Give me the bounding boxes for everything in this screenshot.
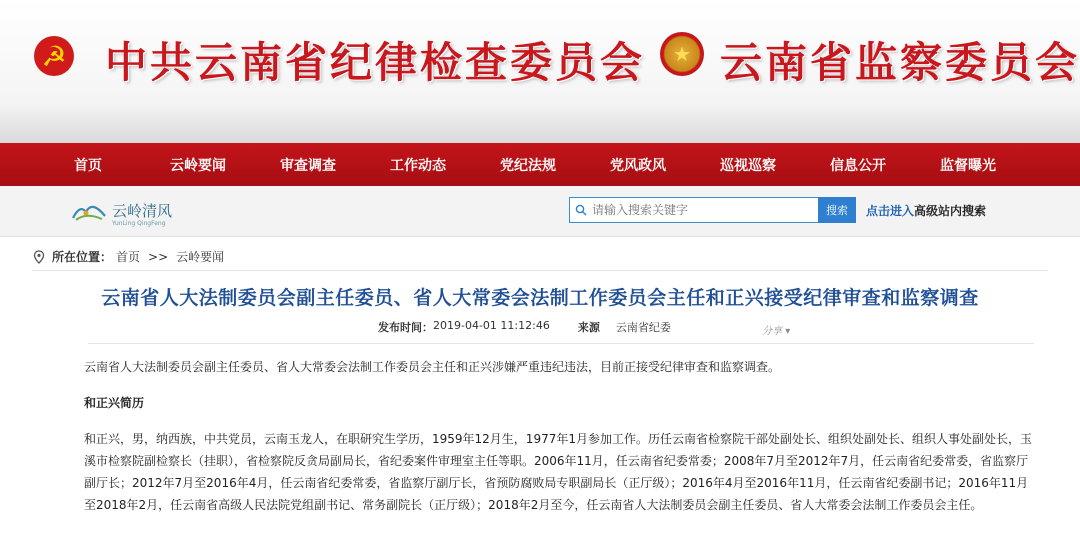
source-value: 云南省纪委 bbox=[615, 321, 671, 334]
search-icon bbox=[570, 204, 592, 216]
share-button[interactable] bbox=[762, 322, 790, 337]
article-title: 云南省人大法制委员会副主任委员、省人大常委会法制工作委员会主任和正兴接受纪律审查和监察调查 bbox=[101, 287, 979, 309]
national-emblem-icon: ★ bbox=[660, 32, 704, 76]
advanced-search bbox=[866, 202, 986, 219]
search-input[interactable] bbox=[592, 199, 812, 221]
advanced-search-link[interactable]: 点击进入 bbox=[866, 204, 915, 218]
divider bbox=[88, 343, 1034, 344]
advanced-search-label: 高级站内搜索 bbox=[914, 204, 987, 218]
divider bbox=[32, 270, 1048, 271]
publish-date: 2019-04-01 11:12:46 bbox=[433, 319, 550, 332]
breadcrumb-label: 所在位置： bbox=[52, 250, 113, 264]
nav-item-exposure[interactable]: 监督曝光 bbox=[940, 157, 996, 174]
site-title-left: 中共云南省纪律检查委员会 bbox=[105, 38, 646, 87]
share-label: 分享 bbox=[762, 326, 782, 337]
search-row bbox=[0, 186, 1080, 237]
location-pin-icon bbox=[32, 250, 46, 264]
breadcrumb-current[interactable]: 云岭要闻 bbox=[176, 250, 225, 264]
site-title-right: 云南省监察委员会 bbox=[720, 38, 1080, 87]
search-box bbox=[569, 197, 819, 223]
nav-item-news[interactable]: 云岭要闻 bbox=[170, 157, 226, 174]
header-banner bbox=[0, 0, 1080, 143]
bio-text: 和正兴，男，纳西族，中共党员，云南玉龙人，在职研究生学历，1959年12月生，1977年1月参加工作。历任云南省检察院干部处副处长、组织处副处长、组织人事处副处长，玉溪市检察院副检察长（挂职），省检察院反贪局副局长，省纪委案件审理室主任等职。2006年11月，任云南省纪委常委；2008年7月至2012年7月，任云南省纪委常委，省监察厅副厅长；2012年7月至2016年4月，任云南省纪委常委，省监察厅副厅长，省预防腐败局专职副局长（正厅级）；2016年4月至2016年11月，任云南省纪委副书记；2016年11月至2018年2月，任云南省高级人民法院党组副书记、常务副院长（正厅级）；2018年2月至今，任云南省人大法制委员会副主任委员、省人大常委会法制工作委员会主任。 bbox=[84, 432, 1032, 512]
logo-text: 云岭清风 bbox=[112, 201, 173, 220]
source-label: 来源 bbox=[577, 321, 600, 334]
search-button[interactable]: 搜索 bbox=[818, 197, 856, 223]
site-logo[interactable] bbox=[72, 198, 173, 227]
mountain-logo-icon bbox=[72, 198, 106, 222]
skyline-decoration bbox=[0, 103, 1080, 143]
main-nav bbox=[0, 143, 1080, 186]
logo-subtext: YunLing QingFeng bbox=[112, 220, 166, 227]
nav-item-work[interactable]: 工作动态 bbox=[390, 157, 446, 174]
breadcrumb-separator: >> bbox=[148, 249, 169, 264]
nav-item-disclosure[interactable]: 信息公开 bbox=[830, 157, 886, 174]
article-lead: 云南省人大法制委员会副主任委员、省人大常委会法制工作委员会主任和正兴涉嫌严重违纪违法，目前正接受纪律审查和监察调查。 bbox=[84, 360, 781, 374]
article-body bbox=[84, 356, 1034, 530]
breadcrumb-home[interactable]: 首页 bbox=[116, 250, 141, 264]
nav-item-investigation[interactable]: 审查调查 bbox=[280, 157, 336, 174]
date-label: 发布时间： bbox=[378, 321, 433, 334]
nav-item-home[interactable]: 首页 bbox=[74, 157, 102, 174]
bio-heading: 和正兴简历 bbox=[84, 396, 145, 410]
chevron-down-icon: ▾ bbox=[785, 326, 791, 337]
nav-item-inspection[interactable]: 巡视巡察 bbox=[720, 157, 776, 174]
nav-item-conduct[interactable]: 党风政风 bbox=[610, 157, 666, 174]
breadcrumb bbox=[32, 248, 228, 265]
nav-item-regulations[interactable]: 党纪法规 bbox=[500, 157, 556, 174]
party-emblem-icon: ☭ bbox=[34, 36, 74, 76]
article-meta bbox=[378, 319, 671, 335]
